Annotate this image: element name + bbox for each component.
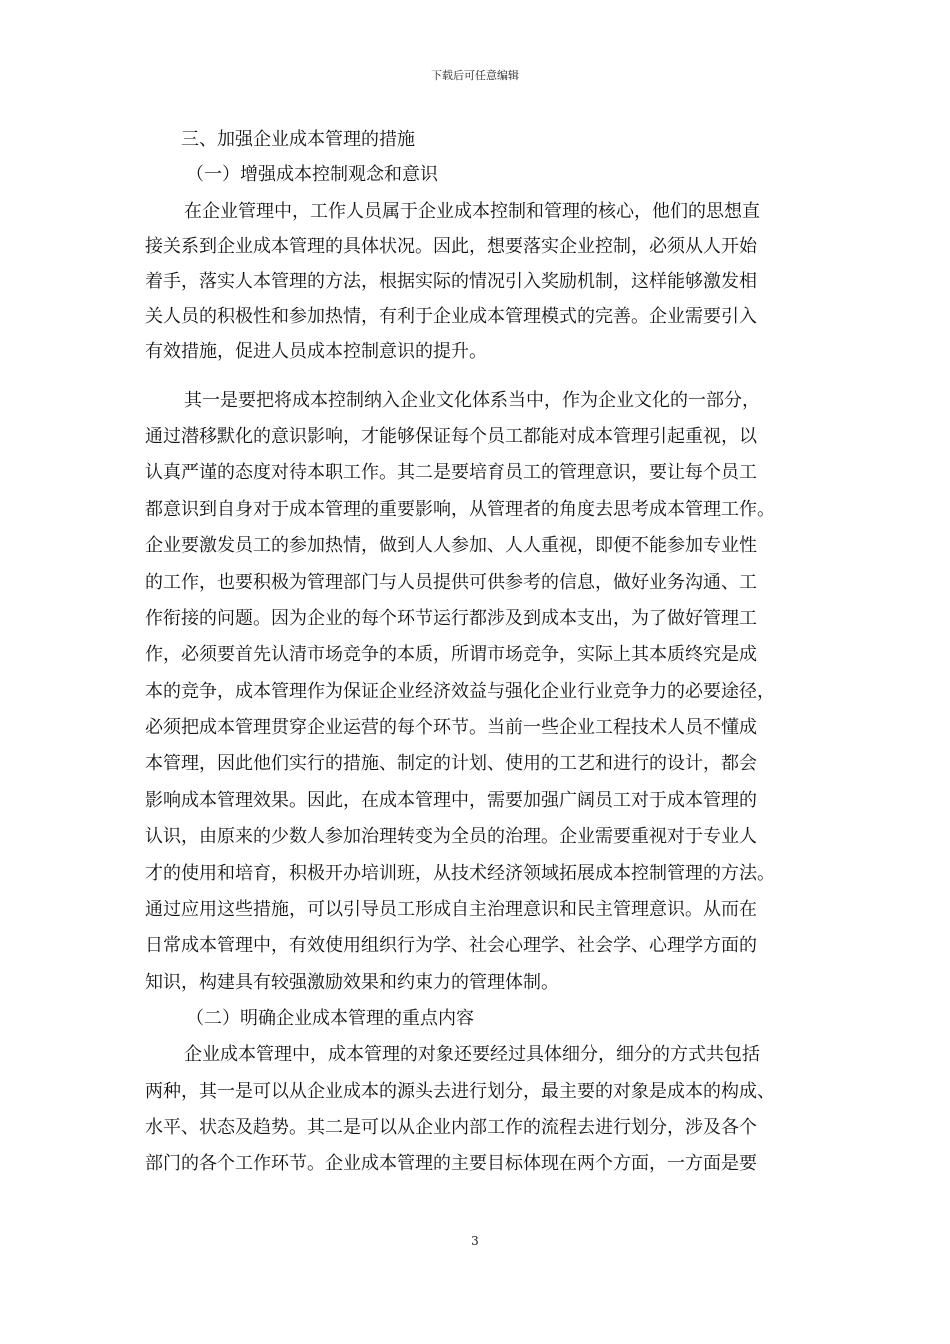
- text-line: 认真严谨的态度对待本职工作。其二是要培育员工的管理意识，要让每个员工: [145, 462, 757, 483]
- text-line: 的工作，也要积极为管理部门与人员提供可供参考的信息，做好业务沟通、工: [145, 572, 757, 593]
- text-line: 影响成本管理效果。因此，在成本管理中，需要加强广阔员工对于成本管理的: [145, 790, 757, 811]
- section-title: 三、加强企业成本管理的措施: [181, 129, 415, 150]
- text-line: 水平、状态及趋势。其二是可以从企业内部工作的流程去进行划分，涉及各个: [145, 1117, 757, 1138]
- text-line: 认识，由原来的少数人参加治理转变为全员的治理。企业需要重视对于专业人: [145, 826, 757, 847]
- page-header: 下载后可任意编辑: [431, 69, 519, 82]
- text-line: 其一是要把将成本控制纳入企业文化体系当中，作为企业文化的一部分，: [184, 390, 760, 411]
- text-line: 都意识到自身对于成本管理的重要影响，从管理者的角度去思考成本管理工作。: [145, 499, 775, 520]
- page-number: 3: [471, 1234, 479, 1248]
- text-line: 日常成本管理中，有效使用组织行为学、社会心理学、社会学、心理学方面的: [145, 935, 757, 956]
- text-line: 在企业管理中，工作人员属于企业成本控制和管理的核心，他们的思想直: [184, 201, 760, 222]
- text-line: 两种，其一是可以从企业成本的源头去进行划分，最主要的对象是成本的构成、: [145, 1081, 775, 1102]
- text-line: 才的使用和培育，积极开办培训班，从技术经济领域拓展成本控制管理的方法。: [145, 863, 775, 884]
- text-line: 本的竞争，成本管理作为保证企业经济效益与强化企业行业竞争力的必要途径，: [145, 681, 775, 702]
- text-line: 必须把成本管理贯穿企业运营的每个环节。当前一些企业工程技术人员不懂成: [145, 717, 757, 738]
- text-line: 企业要激发员工的参加热情，做到人人参加、人人重视，即便不能参加专业性: [145, 535, 757, 556]
- text-line: 通过应用这些措施，可以引导员工形成自主治理意识和民主管理意识。从而在: [145, 899, 757, 920]
- text-line: 知识，构建具有较强激励效果和约束力的管理体制。: [145, 972, 559, 993]
- text-line: 接关系到企业成本管理的具体状况。因此，想要落实企业控制，必须从人开始: [145, 236, 757, 257]
- text-line: 关人员的积极性和参加热情，有利于企业成本管理模式的完善。企业需要引入: [145, 306, 757, 327]
- text-line: 有效措施，促进人员成本控制意识的提升。: [145, 341, 487, 362]
- text-line: 着手，落实人本管理的方法，根据实际的情况引入奖励机制，这样能够激发相: [145, 271, 757, 292]
- subsection-title-2: （二）明确企业成本管理的重点内容: [186, 1008, 474, 1029]
- subsection-title-1: （一）增强成本控制观念和意识: [186, 164, 438, 185]
- text-line: 企业成本管理中，成本管理的对象还要经过具体细分，细分的方式共包括: [184, 1044, 760, 1065]
- text-line: 本管理，因此他们实行的措施、制定的计划、使用的工艺和进行的设计，都会: [145, 753, 757, 774]
- text-line: 作衔接的问题。因为企业的每个环节运行都涉及到成本支出，为了做好管理工: [145, 608, 757, 629]
- text-line: 通过潜移默化的意识影响，才能够保证每个员工都能对成本管理引起重视，以: [145, 426, 757, 447]
- text-line: 部门的各个工作环节。企业成本管理的主要目标体现在两个方面，一方面是要: [145, 1153, 757, 1174]
- text-line: 作，必须要首先认清市场竞争的本质，所谓市场竞争，实际上其本质终究是成: [145, 644, 757, 665]
